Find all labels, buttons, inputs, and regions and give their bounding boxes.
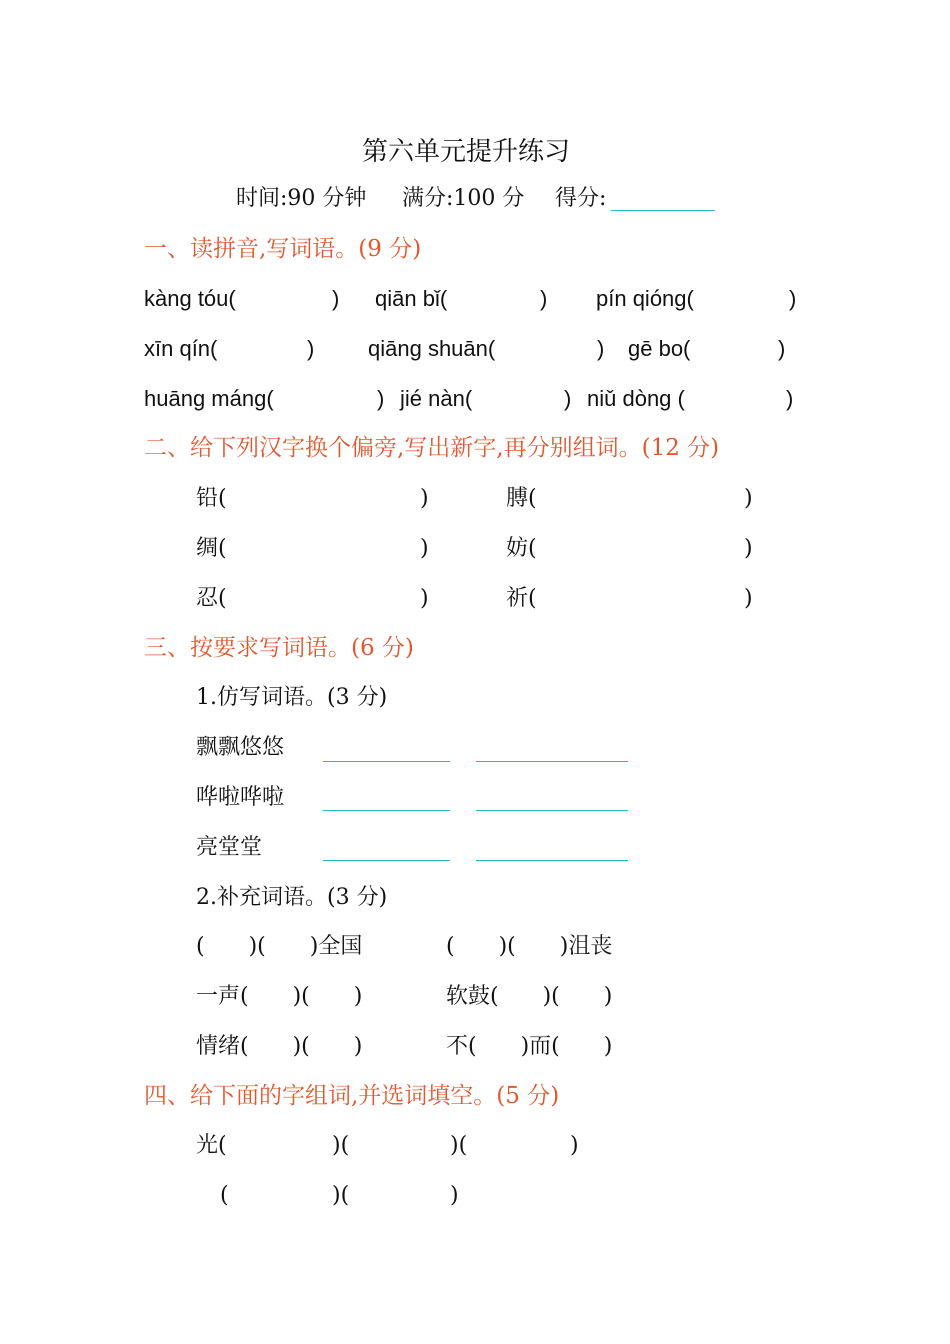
paren-separator: )( [332, 1183, 350, 1208]
section-2-heading: 二、给下列汉字换个偏旁,写出新字,再分别组词。(12 分) [144, 435, 720, 461]
char-item: 膊( [506, 486, 537, 511]
pinyin-item: kàng tóu( [144, 286, 236, 311]
pinyin-item: xīn qín( [144, 336, 218, 361]
close-paren: ) [332, 286, 340, 311]
char-item: 祈( [506, 586, 537, 611]
fill-item: 情绪( )( ) [196, 1034, 363, 1059]
close-paren: ) [744, 536, 753, 561]
time-label: 时间:90 分钟 [236, 186, 367, 211]
section-1-heading: 一、读拼音,写词语。(9 分) [144, 236, 422, 262]
subsection-2-title: 2.补充词语。(3 分) [196, 885, 388, 910]
char-item: 绸( [196, 536, 227, 561]
close-paren: ) [570, 1133, 579, 1158]
close-paren: ) [786, 386, 794, 411]
close-paren: ) [597, 336, 605, 361]
fill-item: ( )( )全国 [196, 934, 363, 959]
score-label: 得分: [555, 186, 607, 211]
subsection-1-title: 1.仿写词语。(3 分) [196, 685, 388, 710]
close-paren: ) [564, 386, 572, 411]
close-paren: ) [778, 336, 786, 361]
pinyin-item: qiāng shuān( [368, 336, 496, 361]
answer-blank[interactable] [323, 810, 450, 811]
answer-blank[interactable] [323, 761, 450, 762]
fill-item: 一声( )( ) [196, 984, 363, 1009]
close-paren: ) [307, 336, 315, 361]
model-word: 哗啦哗啦 [196, 785, 285, 810]
pinyin-item: huāng máng( [144, 386, 274, 411]
close-paren: ) [420, 486, 429, 511]
close-paren: ) [744, 486, 753, 511]
char-item: 光( [196, 1133, 227, 1158]
close-paren: ) [540, 286, 548, 311]
answer-blank[interactable] [476, 810, 628, 811]
paren-separator: )( [332, 1133, 350, 1158]
model-word: 飘飘悠悠 [196, 735, 285, 760]
char-item: 忍( [196, 586, 227, 611]
section-3-heading: 三、按要求写词语。(6 分) [144, 635, 414, 661]
close-paren: ) [420, 586, 429, 611]
close-paren: ) [420, 536, 429, 561]
pinyin-item: gē bo( [628, 336, 691, 361]
pinyin-item: qiān bǐ( [375, 286, 448, 311]
close-paren: ) [377, 386, 385, 411]
fill-item: 软鼓( )( ) [446, 984, 613, 1009]
pinyin-item: jié nàn( [400, 386, 473, 411]
model-word: 亮堂堂 [196, 835, 263, 860]
fill-item: 不( )而( ) [446, 1034, 613, 1059]
section-4-heading: 四、给下面的字组词,并选词填空。(5 分) [144, 1083, 560, 1109]
answer-blank[interactable] [476, 761, 628, 762]
answer-blank[interactable] [323, 860, 450, 861]
score-blank[interactable] [611, 210, 715, 211]
char-item: 妨( [506, 536, 537, 561]
close-paren: ) [789, 286, 797, 311]
close-paren: ) [744, 586, 753, 611]
char-item: 铅( [196, 486, 227, 511]
fill-item: ( )( )沮丧 [446, 934, 613, 959]
pinyin-item: pín qióng( [596, 286, 694, 311]
answer-blank[interactable] [476, 860, 628, 861]
close-paren: ) [450, 1183, 459, 1208]
full-marks-label: 满分:100 分 [402, 186, 525, 211]
open-paren: ( [220, 1183, 229, 1208]
page-title: 第六单元提升练习 [362, 137, 571, 167]
paren-separator: )( [450, 1133, 468, 1158]
pinyin-item: niǔ dòng ( [587, 386, 685, 411]
